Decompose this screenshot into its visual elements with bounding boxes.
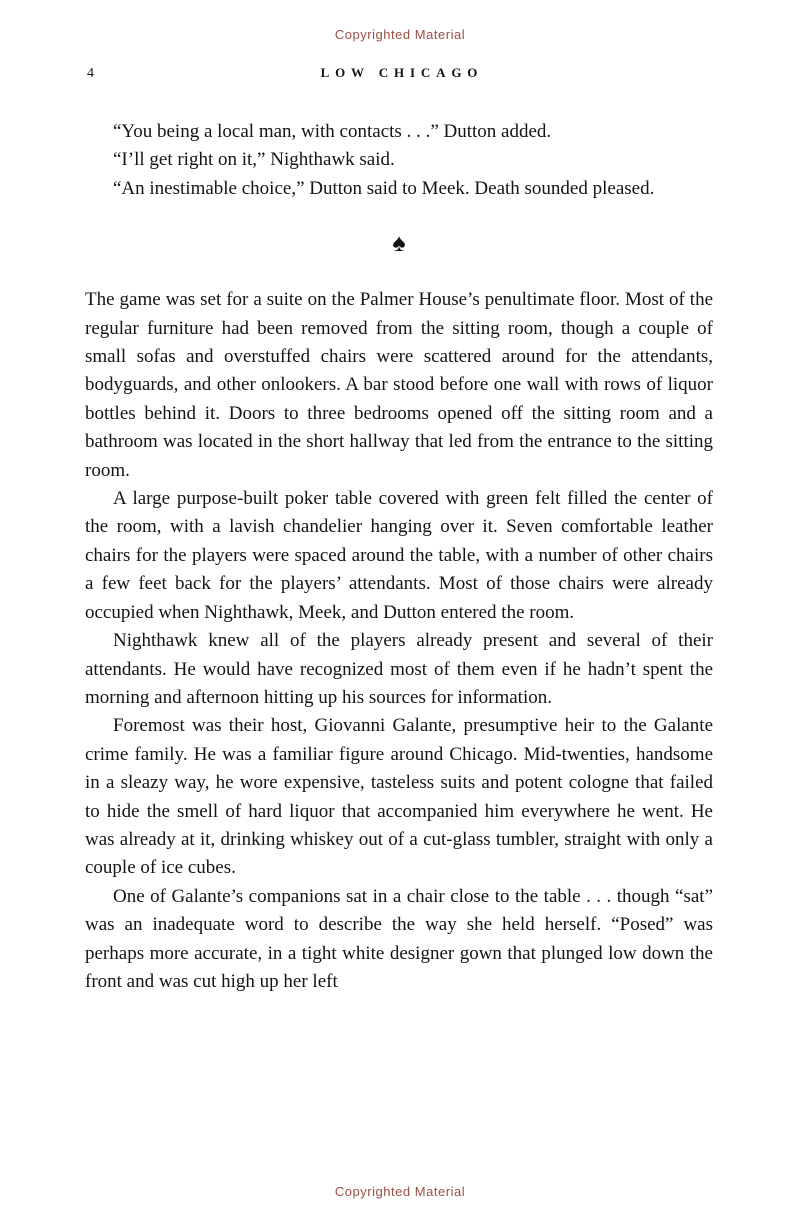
running-header-title: LOW CHICAGO	[320, 65, 484, 80]
spade-divider-icon: ♠	[392, 230, 406, 258]
paragraph: A large purpose-built poker table covered with green felt filled the center of the room, with a lavish chandelier hanging over it. Seven comfortable leather chairs for the players were spaced around the table, with a number of other chairs a few feet back for the players’ attendants. Most of those chairs were already occupied when Nighthawk, Meek, and Dutton entered the room.	[85, 488, 713, 623]
page-header	[85, 65, 713, 85]
paragraph: Nighthawk knew all of the players already present and several of their attendants. He would have recognized most of them even if he hadn’t spent the morning and afternoon hitting up his sources for information.	[85, 630, 713, 708]
paragraph: “I’ll get right on it,” Nighthawk said.	[113, 149, 395, 171]
paragraph: “An inestimable choice,” Dutton said to Meek. Death sounded pleased.	[113, 177, 655, 199]
page-number: 4	[87, 66, 94, 81]
paragraph: The game was set for a suite on the Palmer House’s penultimate floor. Most of the regular furniture had been removed from the sitting room, though a couple of small sofas and overstuffed chairs were scattered around for the attendants, bodyguards, and other onlookers. A bar stood before one wall with rows of liquor bottles behind it. Doors to three bedrooms opened off the sitting room and a bathroom was located in the short hallway that led from the entrance to the sitting room.	[85, 289, 713, 481]
paragraph: One of Galante’s companions sat in a chair close to the table . . . though “sat” was an inadequate word to describe the way she held herself. “Posed” was perhaps more accurate, in a tight white designer gown that plunged low down the front and was cut high up her left	[85, 885, 713, 992]
bottom-copyright-notice: Copyrighted Material	[334, 1184, 466, 1199]
top-copyright-notice: Copyrighted Material	[334, 27, 466, 42]
body-text	[85, 118, 713, 996]
paragraph: Foremost was their host, Giovanni Galante, presumptive heir to the Galante crime family. He was a familiar figure around Chicago. Mid-twenties, handsome in a sleazy way, he wore expensive, tasteless suits and potent cologne that failed to hide the smell of hard liquor that accompanied him everywhere he went. He was already at it, drinking whiskey out of a cut-glass tumbler, straight with only a couple of ice cubes.	[85, 715, 713, 879]
paragraph: “You being a local man, with contacts . . .” Dutton added.	[113, 121, 552, 142]
